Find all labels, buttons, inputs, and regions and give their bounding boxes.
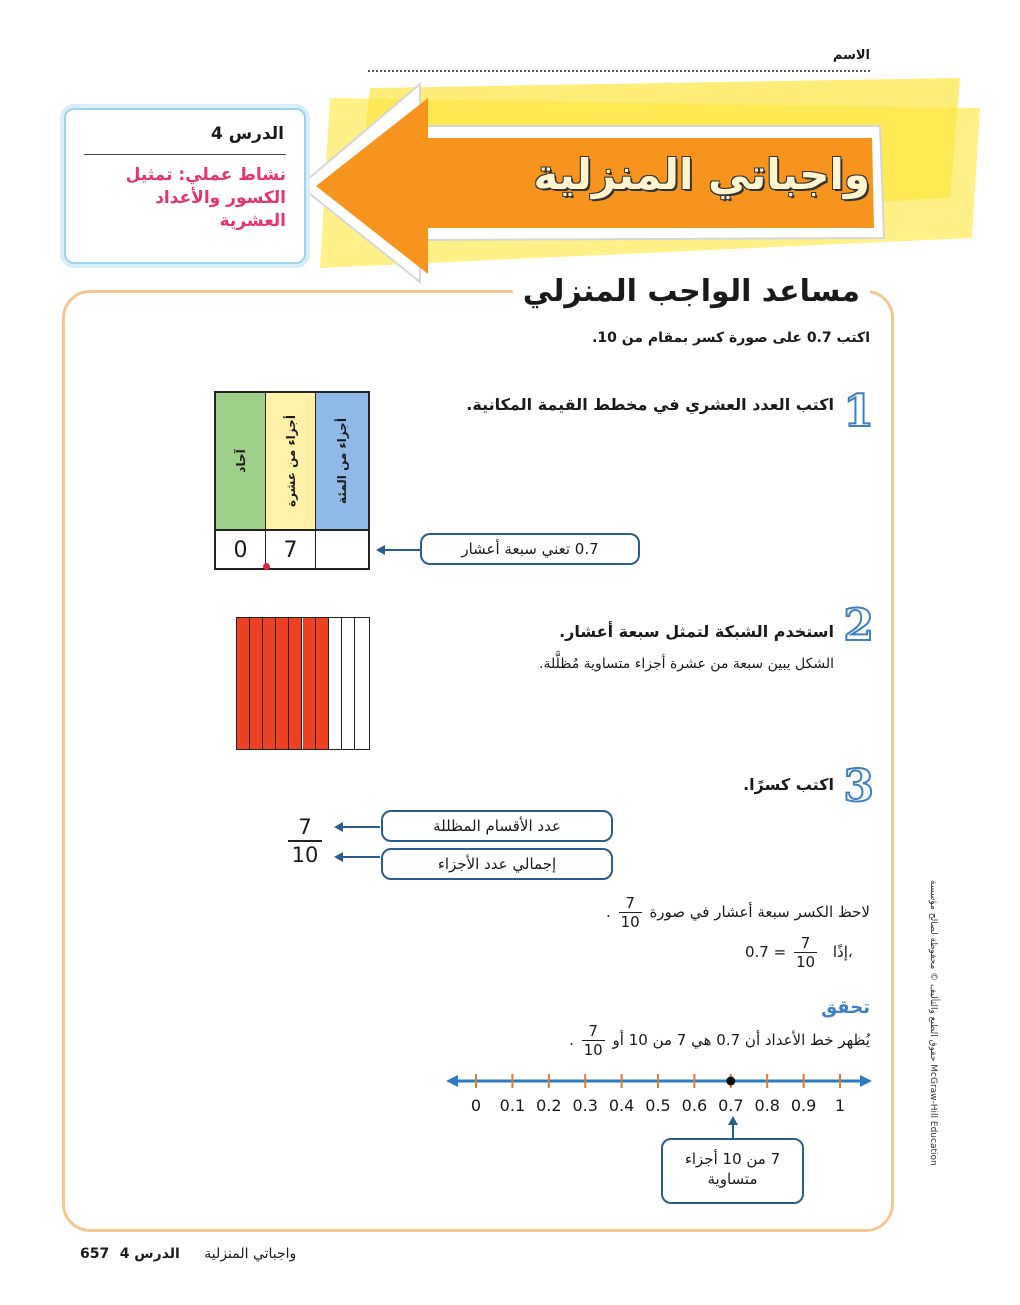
note-fraction-numerator: 7 xyxy=(619,894,642,913)
check-heading: تحقق xyxy=(821,997,870,1018)
decimal-point xyxy=(263,563,270,570)
so-label: إذًا، xyxy=(832,943,853,961)
name-label: الاسم xyxy=(832,48,870,63)
equation-fraction xyxy=(794,934,817,971)
grid-strip-shaded xyxy=(250,618,263,749)
grid-strip-shaded xyxy=(263,618,276,749)
pv-header-label: أجزاء من المئة xyxy=(335,418,349,504)
lesson-number: الدرس 4 xyxy=(210,124,284,144)
arrow-right-icon xyxy=(860,1075,872,1087)
number-line-label: 0 xyxy=(470,1096,482,1115)
step-3-text: اكتب كسرًا. xyxy=(743,775,834,794)
arrow-up-icon xyxy=(726,1116,740,1140)
note-text: لاحظ الكسر سبعة أعشار في صورة xyxy=(649,903,870,921)
equation-fraction-denominator: 10 xyxy=(795,953,816,971)
pv-header-label: أجزاء من عشرة xyxy=(283,414,298,508)
pv-header-ones xyxy=(216,393,266,529)
pv-header-tenths xyxy=(266,393,316,529)
tenths-grid xyxy=(236,617,370,750)
step-2-number: 2 xyxy=(843,600,874,651)
equation-line xyxy=(745,934,853,971)
denominator-callout: إجمالي عدد الأجزاء xyxy=(381,848,613,880)
number-line-label: 0.8 xyxy=(754,1096,780,1115)
grid-strip-shaded xyxy=(303,618,316,749)
fraction-bar xyxy=(288,840,322,842)
step-3-number: 3 xyxy=(843,761,874,812)
place-value-chart xyxy=(214,391,370,570)
check-fraction-denominator: 10 xyxy=(583,1041,603,1059)
arrow-left-icon xyxy=(376,543,422,557)
number-line-label: 0.1 xyxy=(499,1096,526,1115)
place-value-callout: 0.7 تعني سبعة أعشار xyxy=(420,533,640,565)
arrow-left-icon xyxy=(334,820,382,834)
pv-value-ones[interactable]: 0 xyxy=(216,531,266,570)
grid-strip-shaded xyxy=(316,618,329,749)
note-line: لاحظ الكسر سبعة أعشار في صورة $\frac{7}{10}$ . xyxy=(606,894,870,931)
copyright-credit xyxy=(926,880,938,1170)
number-line-label: 0.4 xyxy=(608,1096,635,1115)
pv-header-label: آحاد xyxy=(233,449,248,473)
number-line-label: 0.2 xyxy=(536,1096,562,1115)
copyright-text: حقوق الطبع والتأليف © محفوظة لصالح مؤسسة McGraw-Hill Education xyxy=(928,880,938,1166)
number-line xyxy=(446,1064,874,1124)
note-fraction-denominator: 10 xyxy=(620,913,640,931)
lesson-topic-line: الكسور والأعداد xyxy=(155,187,286,208)
number-line-label: 0.7 xyxy=(718,1096,744,1115)
pv-value-tenths[interactable]: 7 xyxy=(266,531,316,570)
pv-header-hundredths xyxy=(316,393,368,529)
number-line-point xyxy=(726,1077,735,1086)
lesson-topic-line: نشاط عملي: تمثيل xyxy=(125,165,286,185)
fraction-seven-tenths xyxy=(288,815,322,867)
callout-line: 7 من 10 أجزاء xyxy=(684,1150,781,1168)
grid-strip-empty xyxy=(355,618,368,749)
equation-fraction-numerator: 7 xyxy=(794,934,817,953)
number-line-label: 0.3 xyxy=(572,1096,598,1115)
callout-line: متساوية xyxy=(707,1169,758,1188)
grid-strip-shaded xyxy=(289,618,302,749)
check-fraction xyxy=(582,1022,605,1059)
number-line-label: 0.9 xyxy=(790,1096,817,1115)
banner-title: واجباتي المنزلية xyxy=(533,150,870,199)
numerator-callout: عدد الأقسام المظللة xyxy=(381,810,613,842)
check-text: يُظهر خط الأعداد أن 0.7 هي 7 من 10 أو xyxy=(612,1031,870,1049)
grid-strip-empty xyxy=(329,618,342,749)
name-line[interactable] xyxy=(368,70,870,72)
grid-strip-shaded xyxy=(276,618,289,749)
arrow-left-icon xyxy=(334,850,382,864)
arrow-left-icon xyxy=(446,1075,458,1087)
fraction-numerator: 7 xyxy=(298,815,312,839)
lesson-divider xyxy=(84,154,286,155)
footer-lesson: الدرس 4 xyxy=(119,1246,180,1262)
note-fraction xyxy=(619,894,642,931)
helper-instruction: اكتب 0.7 على صورة كسر بمقام من 10. xyxy=(592,330,870,346)
check-text-line: يُظهر خط الأعداد أن 0.7 هي 7 من 10 أو $\frac{7}{10}$ . xyxy=(569,1022,870,1059)
check-fraction-numerator: 7 xyxy=(582,1022,605,1041)
lesson-topic-line: العشرية xyxy=(219,210,286,231)
lesson-card xyxy=(64,108,306,264)
step-2-description: الشكل يبين سبعة من عشرة أجزاء متساوية مُظلَّلة. xyxy=(539,656,834,672)
equation-rhs: 0.7 = xyxy=(745,943,787,961)
pv-value-hundredths[interactable] xyxy=(316,531,368,570)
grid-strip-empty xyxy=(342,618,355,749)
number-line-callout xyxy=(661,1138,804,1204)
helper-title: مساعد الواجب المنزلي xyxy=(513,274,870,309)
footer-section: واجباتي المنزلية xyxy=(204,1246,297,1262)
step-1-text: اكتب العدد العشري في مخطط القيمة المكانية. xyxy=(466,395,834,414)
page-number: 657 xyxy=(80,1246,110,1262)
number-line-label: 0.6 xyxy=(681,1096,708,1115)
number-line-label: 1 xyxy=(834,1096,846,1115)
number-line-label: 0.5 xyxy=(645,1096,671,1115)
pv-value-row xyxy=(216,529,368,570)
page-footer xyxy=(80,1246,296,1262)
grid-strip-shaded xyxy=(237,618,250,749)
step-1-number: 1 xyxy=(843,386,874,437)
fraction-denominator: 10 xyxy=(291,843,319,867)
lesson-topic xyxy=(86,164,286,233)
step-2-text: استخدم الشبكة لتمثل سبعة أعشار. xyxy=(559,622,834,641)
